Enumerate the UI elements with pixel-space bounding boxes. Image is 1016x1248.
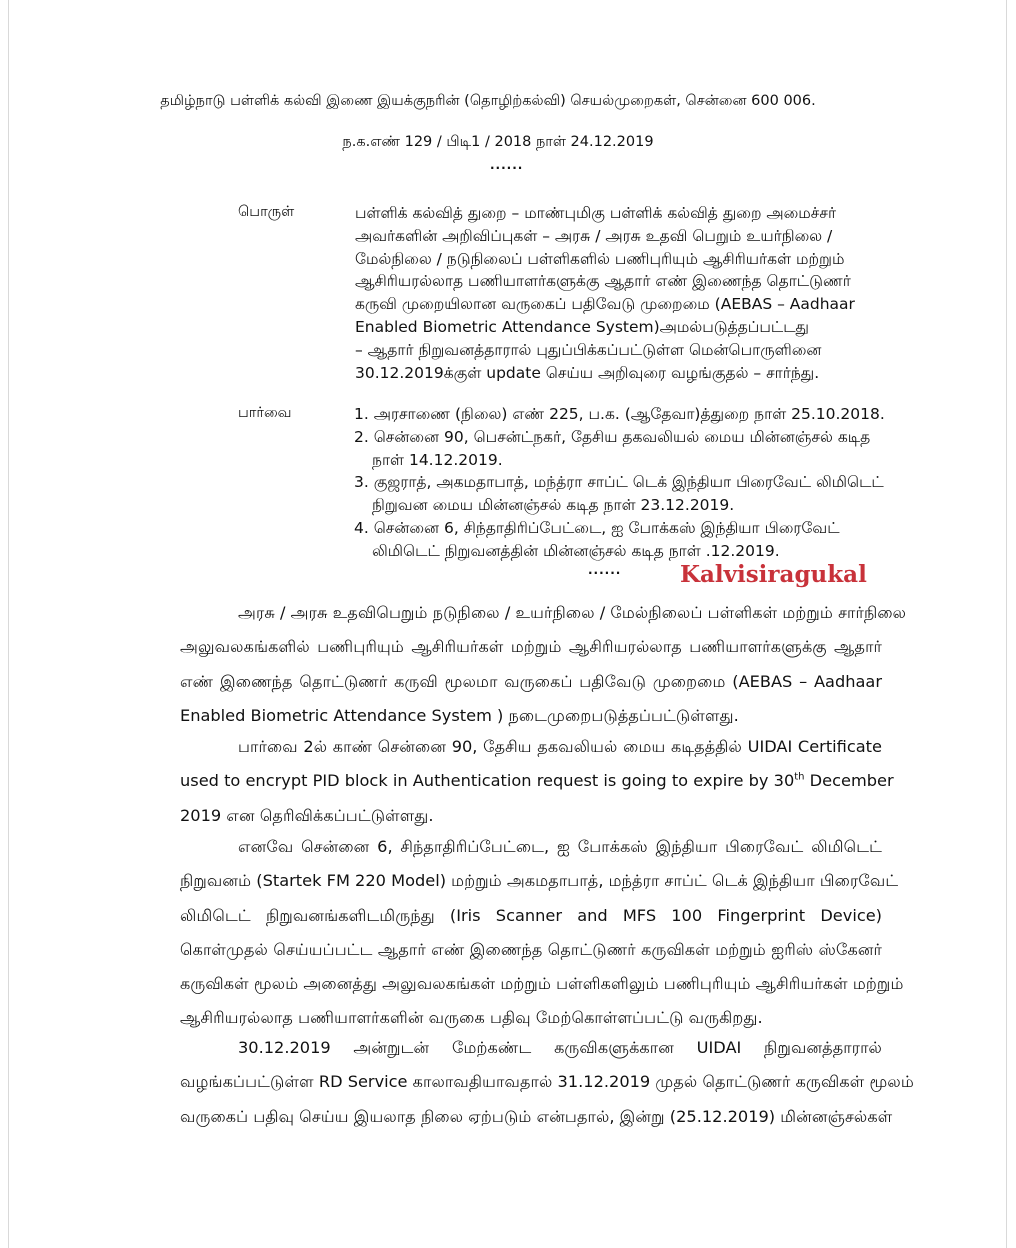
header-separator: ...... bbox=[490, 158, 524, 172]
paragraph-text: December bbox=[804, 771, 894, 791]
subject-line: பள்ளிக் கல்வித் துறை – மாண்புமிகு பள்ளிக் கல்வித் துறை அமைச்சர் bbox=[355, 204, 837, 222]
watermark-logo: Kalvisiragukal bbox=[680, 561, 867, 588]
reference-item-continuation: லிமிடெட் நிறுவனத்தின் மின்னஞ்சல் கடித நாள் .12.2019. bbox=[372, 541, 780, 560]
references-list bbox=[354, 403, 894, 563]
paragraph-line: கருவிகள் மூலம் அனைத்து அலுவலகங்கள் மற்றும் பள்ளிகளிலும் பணிபுரியும் ஆசிரியர்கள் மற்றும் bbox=[180, 974, 904, 994]
paragraph-line: பார்வை 2ல் காண் சென்னை 90, தேசிய தகவலியல் மைய கடிதத்தில் UIDAI Certificate bbox=[238, 737, 882, 756]
paragraph-text: used to encrypt PID block in Authentication request is going to expire by 30 bbox=[180, 771, 795, 791]
paragraph-line: வருகைப் பதிவு செய்ய இயலாத நிலை ஏற்படும் என்பதால், இன்று (25.12.2019) மின்னஞ்சல்கள் bbox=[180, 1106, 893, 1126]
subject-line: ஆசிரியரல்லாத பணியாளர்களுக்கு ஆதார் எண் இணைந்த தொட்டுணர் bbox=[355, 272, 851, 291]
reference-item: 1. அரசாணை (நிலை) எண் 225, ப.க. (ஆதேவா)த்துறை நாள் 25.10.2018. bbox=[354, 405, 885, 423]
subject-line: Enabled Biometric Attendance System)அமல்படுத்தப்பட்டது bbox=[355, 317, 809, 336]
paragraph-line: அரசு / அரசு உதவிபெறும் நடுநிலை / உயர்நிலை / மேல்நிலைப் பள்ளிகள் மற்றும் சார்நிலை bbox=[238, 603, 907, 622]
paragraph-line: நிறுவனம் (Startek FM 220 Model) மற்றும் அகமதாபாத், மந்த்ரா சாப்ட் டெக் இந்தியா பிரைவேட் bbox=[180, 871, 899, 891]
paragraph-2 bbox=[180, 730, 894, 833]
reference-item: 2. சென்னை 90, பெசன்ட்நகர், தேசிய தகவலியல் மைய மின்னஞ்சல் கடித bbox=[354, 427, 871, 446]
paragraph-line: எனவே சென்னை 6, சிந்தாதிரிப்பேட்டை, ஐ போக்கஸ் இந்தியா பிரைவேட் லிமிடெட் bbox=[238, 837, 882, 856]
reference-item: 3. குஜராத், அகமதாபாத், மந்த்ரா சாப்ட் டெக் இந்தியா பிரைவேட் லிமிடெட் bbox=[354, 473, 884, 492]
paragraph-4 bbox=[180, 1031, 914, 1134]
references-separator: ...... bbox=[588, 563, 622, 577]
subject-line: மேல்நிலை / நடுநிலைப் பள்ளிகளில் பணிபுரியும் ஆசிரியர்கள் மற்றும் bbox=[355, 249, 845, 268]
paragraph-line: வழங்கப்பட்டுள்ள RD Service காலாவதியாவதால் 31.12.2019 முதல் தொட்டுணர் கருவிகள் மூலம் bbox=[180, 1072, 914, 1092]
reference-item-continuation: நாள் 14.12.2019. bbox=[372, 450, 503, 469]
paragraph-line: எண் இணைந்த தொட்டுணர் கருவி மூலமா வருகைப் பதிவேடு முறைமை (AEBAS – Aadhaar bbox=[180, 671, 882, 691]
paragraph-line: 30.12.2019 அன்றுடன் மேற்கண்ட கருவிகளுக்கான UIDAI நிறுவனத்தாரால் bbox=[238, 1038, 882, 1057]
office-header: தமிழ்நாடு பள்ளிக் கல்வி இணை இயக்குநரின் (தொழிற்கல்வி) செயல்முறைகள், சென்னை 600 006. bbox=[160, 93, 816, 109]
subject-line: 30.12.2019க்குள் update செய்ய அறிவுரை வழங்குதல் – சார்ந்து. bbox=[355, 363, 820, 382]
paragraph-3 bbox=[180, 830, 904, 1036]
paragraph-1 bbox=[180, 596, 907, 733]
subject-block bbox=[355, 202, 895, 384]
page-edge-right bbox=[1006, 0, 1007, 1248]
reference-number: ந.க.எண் 129 / பிடி1 / 2018 நாள் 24.12.2019 bbox=[342, 134, 654, 150]
paragraph-line: லிமிடெட் நிறுவனங்களிடமிருந்து (Iris Scanner and MFS 100 Fingerprint Device) bbox=[180, 905, 882, 925]
paragraph-line: ஆசிரியரல்லாத பணியாளர்களின் வருகை பதிவு மேற்கொள்ளப்பட்டு வருகிறது. bbox=[180, 1008, 763, 1028]
subject-line: – ஆதார் நிறுவனத்தாரால் புதுப்பிக்கப்பட்டுள்ள மென்பொருளினை bbox=[355, 340, 822, 359]
superscript: th bbox=[794, 771, 805, 783]
subject-line: கருவி முறையிலான வருகைப் பதிவேடு முறைமை (AEBAS – Aadhaar bbox=[355, 295, 855, 314]
subject-label: பொருள் bbox=[238, 204, 295, 220]
references-label: பார்வை bbox=[238, 405, 292, 421]
paragraph-line: கொள்முதல் செய்யப்பட்ட ஆதார் எண் இணைந்த தொட்டுணர் கருவிகள் மற்றும் ஐரிஸ் ஸ்கேனர் bbox=[180, 939, 882, 959]
subject-line: அவர்களின் அறிவிப்புகள் – அரசு / அரசு உதவி பெறும் உயர்நிலை / bbox=[355, 226, 833, 245]
reference-item: 4. சென்னை 6, சிந்தாதிரிப்பேட்டை, ஐ போக்கஸ் இந்தியா பிரைவேட் bbox=[354, 518, 840, 537]
paragraph-line: 2019 என தெரிவிக்கப்பட்டுள்ளது. bbox=[180, 805, 434, 825]
page-edge-left bbox=[8, 0, 9, 1248]
paragraph-line: Enabled Biometric Attendance System ) நடைமுறைபடுத்தப்பட்டுள்ளது. bbox=[180, 705, 739, 725]
paragraph-line: அலுவலகங்களில் பணிபுரியும் ஆசிரியர்கள் மற்றும் ஆசிரியரல்லாத பணியாளர்களுக்கு ஆதார் bbox=[180, 637, 882, 657]
paragraph-line bbox=[180, 764, 894, 798]
reference-item-continuation: நிறுவன மைய மின்னஞ்சல் கடித நாள் 23.12.2019. bbox=[372, 496, 735, 515]
